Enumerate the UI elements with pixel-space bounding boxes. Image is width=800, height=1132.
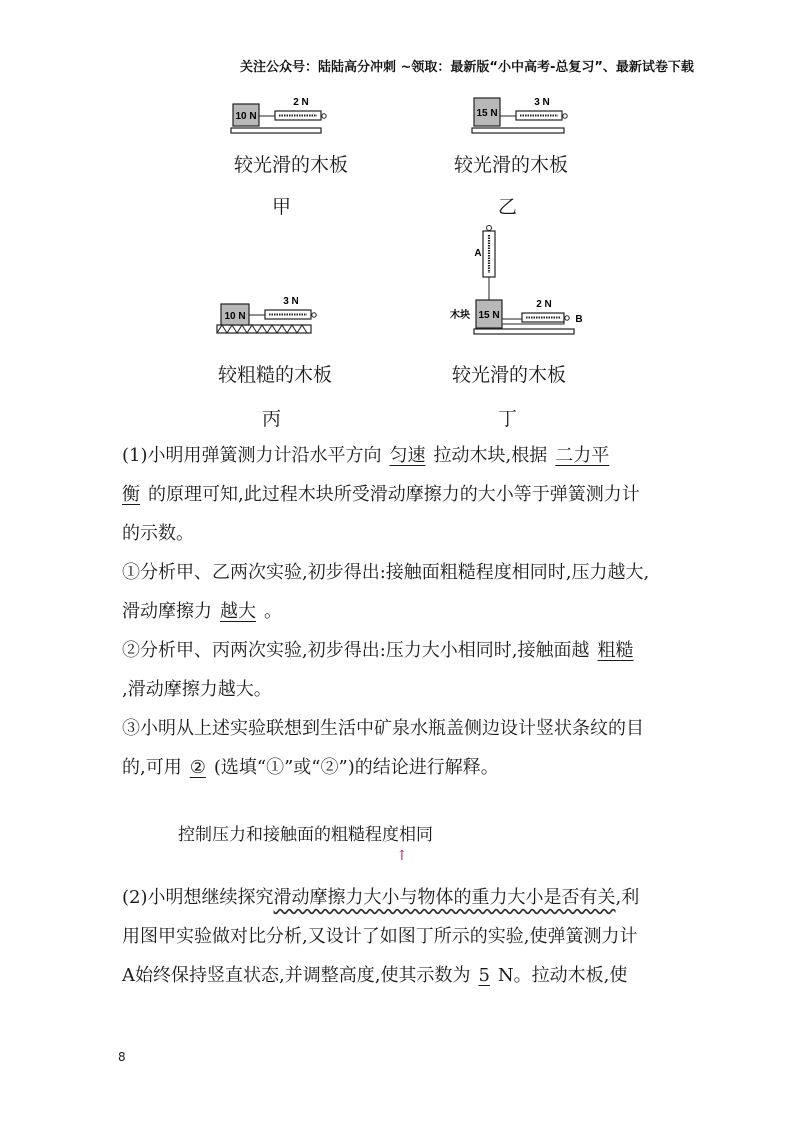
surface-caption-yi: 较光滑的木板 <box>454 154 569 176</box>
figure-ding <box>444 222 594 342</box>
weight-label: 10 N <box>224 311 246 322</box>
figure-bing <box>213 292 325 338</box>
force-label: 2 N <box>536 299 552 310</box>
force-label: 3 N <box>534 97 550 108</box>
answer-blank-3: 越大 <box>220 601 256 622</box>
surface-caption-bing: 较粗糙的木板 <box>218 364 333 386</box>
page-header: 关注公众号：陆陆高分冲刺 ~领取：最新版“小中高考-总复习”、最新试卷下载 <box>240 60 694 75</box>
block-label: 木块 <box>450 310 470 321</box>
figure-label-bing: 丙 <box>262 408 282 430</box>
handwritten-note: 控制压力和接触面的粗糙程度相同 <box>178 825 433 845</box>
arrow-up-icon: ↑ <box>396 848 408 864</box>
figure-label-jia: 甲 <box>272 196 292 218</box>
answer-blank-2b: 衡 <box>122 484 140 505</box>
figure-yi <box>468 92 578 134</box>
weight-label: 15 N <box>476 108 498 119</box>
horizontal-spring-scale <box>522 313 564 322</box>
meter-b-label: B <box>575 314 583 325</box>
weight-label: 10 N <box>235 111 257 122</box>
answer-blank-1: 匀速 <box>389 445 426 466</box>
force-label: 3 N <box>283 296 299 307</box>
board <box>474 329 574 334</box>
answer-blank-2a: 二力平 <box>555 445 610 466</box>
question-1: (1)小明用弹簧测力计沿水平方向 匀速 拉动木块,根据 二力平 衡 的原理可知,此过程木块所受滑动摩擦力的大小等于弹簧测力计 的示数。 ①分析甲、乙两次实验,初步得出:接触面粗糙程度相同时,压力越大, 滑动摩擦力 越大 。 ②分析甲、丙两次实验,初步得出:压力大小相同时,接触面越 粗糙 ,滑动摩擦力越大。 ③小明从上述实验联想到生活中矿泉水瓶盖侧边设计竖状条纹的目 的,可用 ② (选填“①”或“②”)的结论进行解释。 <box>122 445 650 778</box>
emphasis-wavy: 滑动摩擦力大小与物体的重力大小是否有关 <box>273 887 616 908</box>
weight-label: 15 N <box>478 310 500 321</box>
surface-caption-ding: 较光滑的木板 <box>452 364 567 386</box>
question-2: (2)小明想继续探究滑动摩擦力大小与物体的重力大小是否有关,利 用图甲实验做对比分析,又设计了如图丁所示的实验,使弹簧测力计 A始终保持竖直状态,并调整高度,使其示数为 5 N。拉动木板,使 <box>122 887 640 986</box>
figure-label-ding: 丁 <box>498 408 518 430</box>
meter-a-label: A <box>474 248 482 259</box>
meter-a-hook <box>487 226 492 231</box>
page-number: 8 <box>118 1050 126 1064</box>
answer-blank-5: ② <box>189 757 206 778</box>
figure-jia <box>225 92 335 134</box>
figure-label-yi: 乙 <box>498 196 518 218</box>
force-label: 2 N <box>293 97 309 108</box>
surface-caption-jia: 较光滑的木板 <box>234 154 349 176</box>
answer-blank-4: 粗糙 <box>597 640 634 661</box>
answer-blank-6: 5 <box>478 965 490 986</box>
